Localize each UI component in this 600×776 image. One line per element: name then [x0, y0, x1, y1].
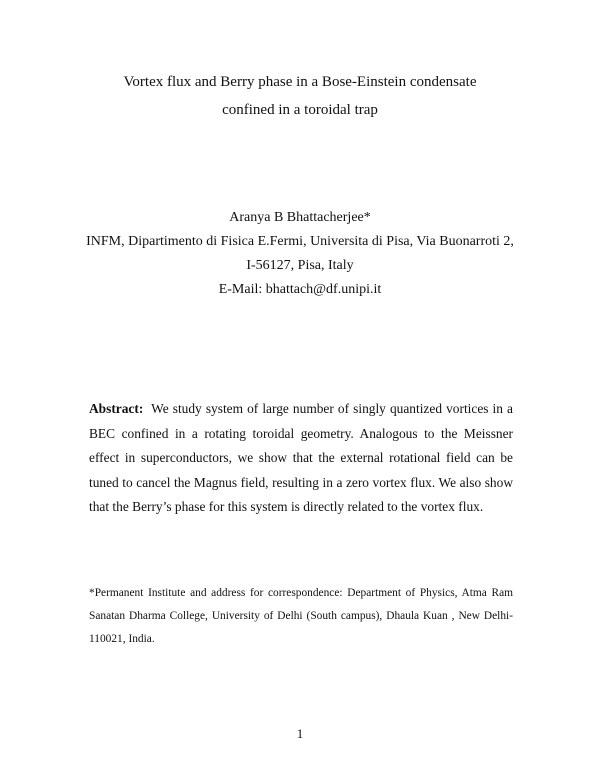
footnote: *Permanent Institute and address for correspondence: Department of Physics, Atma Ram Sanatan Dharma College, University of Delhi (South campus), Dhaula Kuan , New Delhi-110021, India. — [89, 587, 513, 645]
author-email: E-Mail: bhattach@df.unipi.it — [218, 282, 382, 297]
affiliation-line-1: INFM, Dipartimento di Fisica E.Fermi, Universita di Pisa, Via Buonarroti 2, — [86, 234, 514, 249]
paper-title — [0, 68, 600, 124]
abstract-text: We study system of large number of singly quantized vortices in a BEC confined in a rotating toroidal geometry. Analogous to the Meissner effect in superconductors, we show that the external rotational field can be tuned to cancel the Magnus field, resulting in a zero vortex flux. We also show that the Berry’s phase for this system is directly related to the vortex flux. — [89, 401, 513, 514]
author-block — [0, 206, 600, 302]
abstract — [89, 397, 513, 520]
author-name: Aranya B Bhattacherjee* — [229, 210, 371, 225]
abstract-label: Abstract: — [89, 401, 144, 416]
affiliation-line-2: I-56127, Pisa, Italy — [246, 258, 354, 273]
title-line-1: Vortex flux and Berry phase in a Bose-Einstein condensate — [123, 74, 477, 90]
page-number: 1 — [296, 726, 304, 741]
title-line-2: confined in a toroidal trap — [222, 102, 378, 118]
